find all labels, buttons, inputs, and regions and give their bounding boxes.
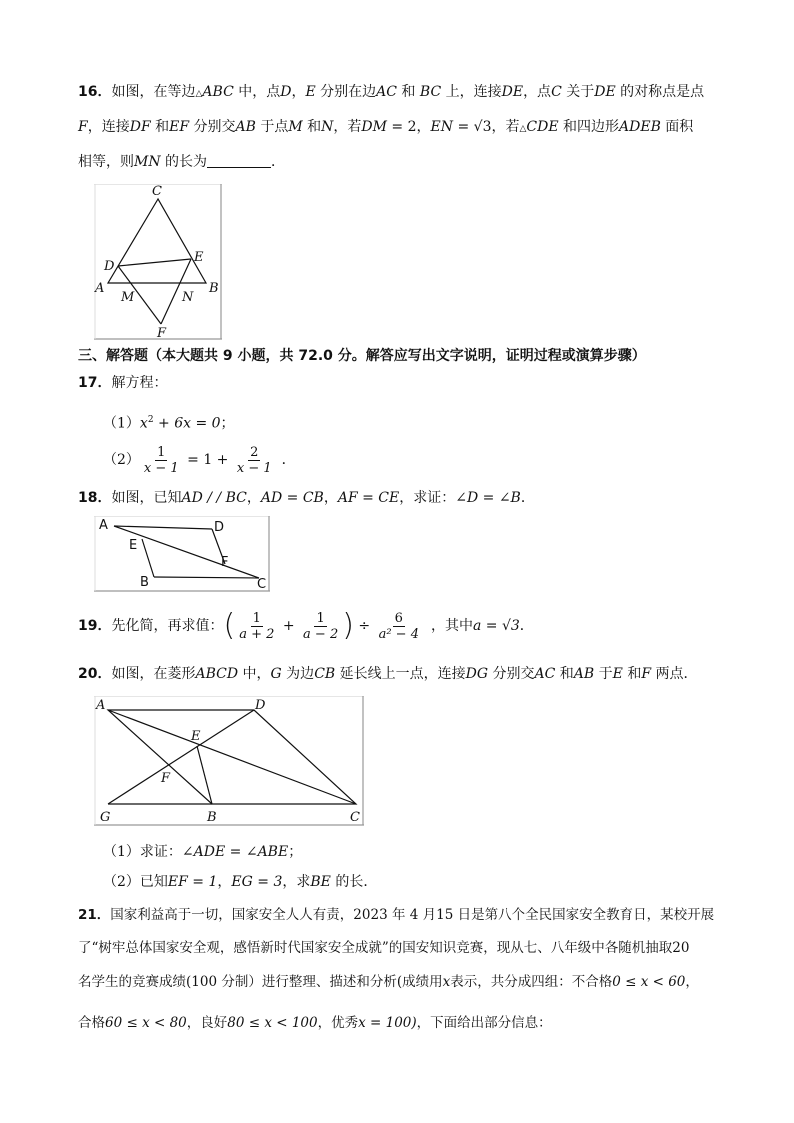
q16-text: 的对称点是点 xyxy=(615,84,705,100)
q16-text: 和 xyxy=(302,119,322,135)
math-range: 60 ≤ x < 80 xyxy=(105,1015,187,1031)
q17-part-2 xyxy=(103,442,296,478)
q20-text: 的长． xyxy=(330,874,378,890)
label-b: B xyxy=(207,810,217,825)
punct: ， xyxy=(246,490,261,506)
q19-text: ，其中 xyxy=(430,618,473,634)
math-condition: a = √3 xyxy=(472,618,520,634)
fraction xyxy=(142,445,181,476)
math-g: G xyxy=(270,666,282,682)
punct: ， xyxy=(685,974,699,990)
numerator: 1 xyxy=(316,610,325,626)
q17-number: 17． xyxy=(78,375,112,391)
paren-right: ) xyxy=(342,608,354,643)
math-angles: ∠D = ∠B xyxy=(455,490,521,506)
math-operator: + xyxy=(278,618,300,634)
q16-text: ， xyxy=(291,84,306,100)
q16-text: ，若 xyxy=(333,119,362,135)
q20-text: 中， xyxy=(238,666,271,682)
punct: ； xyxy=(288,844,303,860)
q21-text: 国家利益高于一切，国家安全人人有责，2023 年 4 月15 日是第八个全民国家安全教育日，某校开展 xyxy=(110,907,715,923)
math-operator: ÷ xyxy=(353,618,375,634)
q18-text: ，求证： xyxy=(399,490,456,506)
numerator: 6 xyxy=(394,610,403,626)
math-f: F xyxy=(641,666,652,682)
q20-text: 分别交 xyxy=(488,666,535,682)
denominator: a − 2 xyxy=(303,626,339,642)
q16-line-3 xyxy=(78,152,285,172)
q16-text: 和四边形 xyxy=(558,119,620,135)
q20-text: 延长线上一点，连接 xyxy=(335,666,466,682)
q16-text: ． xyxy=(271,154,286,170)
part-label: （1） xyxy=(103,415,140,432)
fraction xyxy=(377,611,421,642)
math-equation: AF = CE xyxy=(337,490,400,506)
q21-line-3 xyxy=(78,972,699,992)
q16-text: 上，连接 xyxy=(441,84,502,100)
q21-text: ，良好 xyxy=(186,1015,228,1031)
q20-number: 20． xyxy=(78,666,112,682)
q21-number: 21． xyxy=(78,907,111,923)
math-equation: AD = CB xyxy=(260,490,324,506)
punct: ． xyxy=(281,452,296,468)
q21-text: ，下面给出部分信息： xyxy=(416,1015,552,1031)
math-be: BE xyxy=(310,874,331,890)
numerator: 2 xyxy=(250,444,259,460)
label-a: A xyxy=(95,281,105,296)
math-equation: + 6x = 0 xyxy=(153,415,221,432)
q16-text: ， xyxy=(416,119,431,135)
q20-text: ，求 xyxy=(282,874,311,890)
q19-number: 19． xyxy=(78,618,112,634)
q17-line xyxy=(78,373,167,393)
q16-text: 关于 xyxy=(561,84,595,100)
q21-text: 合格 xyxy=(78,1015,105,1031)
math-eq: = 2 xyxy=(386,119,417,135)
q17-part-1 xyxy=(103,410,235,434)
paren-left: ( xyxy=(223,608,236,643)
label-a: A xyxy=(99,518,108,533)
q16-text: 和 xyxy=(396,84,420,100)
q20-part-2 xyxy=(103,872,377,892)
label-d: D xyxy=(214,520,225,535)
math-parallel: AD / / BC xyxy=(181,490,247,506)
math-e: E xyxy=(305,84,316,100)
denominator: a + 2 xyxy=(239,626,275,642)
math-de: DE xyxy=(594,84,616,100)
q17-text: 解方程： xyxy=(111,375,168,391)
math-f: F xyxy=(78,119,88,135)
math-dg: DG xyxy=(465,666,489,682)
q18-line xyxy=(78,488,535,508)
q20-text: 为边 xyxy=(281,666,315,682)
q16-figure xyxy=(94,184,222,340)
label-a: A xyxy=(96,698,106,713)
label-d: D xyxy=(104,259,115,274)
q16-text: 于点 xyxy=(255,119,289,135)
q16-text: 面积 xyxy=(660,119,694,135)
math-bc: BC xyxy=(419,84,442,100)
label-e: E xyxy=(194,250,204,265)
math-x: x xyxy=(442,974,451,990)
label-f: F xyxy=(221,555,229,570)
math-eq: = √3 xyxy=(453,119,492,135)
math-ab: AB xyxy=(235,119,256,135)
q21-text: 了“树牢总体国家安全观，感悟新时代国家安全成就”的国安知识竞赛，现从七、八年级中各随机抽取20 xyxy=(78,940,690,956)
math-en: EN xyxy=(430,119,454,135)
q16-text: 中，点 xyxy=(233,84,281,100)
segment-bc xyxy=(154,577,259,578)
numerator: 1 xyxy=(157,444,166,460)
math-abcd: ABCD xyxy=(195,666,239,682)
q20-part-1 xyxy=(103,842,302,862)
math-ac: AC xyxy=(534,666,556,682)
q20-text: 和 xyxy=(555,666,574,682)
label-e: E xyxy=(129,538,138,553)
segment-de xyxy=(118,259,191,266)
math-range: x = 100) xyxy=(358,1015,417,1031)
q20-text: 如图，在菱形 xyxy=(111,666,196,682)
q20-text: 于 xyxy=(594,666,613,682)
q21-text: ，优秀 xyxy=(317,1015,359,1031)
math-m: M xyxy=(288,119,303,135)
label-f: F xyxy=(161,771,171,786)
math-x: x xyxy=(139,415,148,432)
q19-text: 先化简，再求值： xyxy=(111,618,224,634)
q16-text: 如图，在等边 xyxy=(111,84,196,100)
denominator: a² − 4 xyxy=(378,626,419,642)
math-c: C xyxy=(551,84,562,100)
q16-line-2 xyxy=(78,117,693,139)
q16-number: 16． xyxy=(78,84,112,100)
math-d: D xyxy=(280,84,292,100)
q21-text: 名学生的竞赛成绩(100 分制）进行整理、描述和分析(成绩用 xyxy=(78,974,443,990)
q18-text: 如图，已知 xyxy=(111,490,182,506)
q16-text: 和 xyxy=(150,119,170,135)
math-ef: EF xyxy=(169,119,190,135)
segment-ad xyxy=(114,526,212,529)
math-n: N xyxy=(321,119,334,135)
math-ac: AC xyxy=(376,84,397,100)
math-operator: = 1 + xyxy=(182,452,233,468)
part-label: （2）已知 xyxy=(103,874,168,890)
q16-line-1 xyxy=(78,82,704,104)
label-d: D xyxy=(255,698,266,713)
math-angles: ∠ADE = ∠ABE xyxy=(181,844,289,860)
denominator: x − 1 xyxy=(236,460,272,476)
q21-line-2 xyxy=(78,938,689,958)
math-dm: DM xyxy=(361,119,387,135)
q16-text: ，连接 xyxy=(87,119,130,135)
math-range: 80 ≤ x < 100 xyxy=(227,1015,318,1031)
q18-number: 18． xyxy=(78,490,112,506)
math-mn: MN xyxy=(134,154,161,170)
q20-figure xyxy=(94,696,364,826)
math-exponent: 2 xyxy=(147,415,154,425)
triangle-symbol: △ xyxy=(519,124,527,134)
label-m: M xyxy=(121,290,135,305)
label-f: F xyxy=(157,326,167,340)
segment-be xyxy=(197,746,212,804)
answer-blank[interactable] xyxy=(207,153,271,168)
math-equation: EG = 3 xyxy=(231,874,283,890)
math-range: 0 ≤ x < 60 xyxy=(612,974,686,990)
q16-text: ，点 xyxy=(523,84,552,100)
q19-line xyxy=(78,608,534,644)
q16-text: 相等，则 xyxy=(78,154,134,170)
q16-text: ，若 xyxy=(491,119,520,135)
label-n: N xyxy=(182,290,194,305)
math-cde: CDE xyxy=(526,119,559,135)
fraction xyxy=(235,445,274,476)
q18-figure xyxy=(94,516,270,592)
denominator: x − 1 xyxy=(143,460,179,476)
math-cb: CB xyxy=(314,666,336,682)
label-b: B xyxy=(209,281,219,296)
punct: ． xyxy=(519,618,534,634)
q16-text: 分别交 xyxy=(189,119,236,135)
q21-line-4 xyxy=(78,1013,552,1033)
math-equation: EF = 1 xyxy=(167,874,218,890)
math-ab: AB xyxy=(573,666,595,682)
q20-text: 两点． xyxy=(651,666,698,682)
segment-be xyxy=(142,539,154,577)
section-3-heading: 三、解答题（本大题共 9 小题，共 72.0 分。解答应写出文字说明，证明过程或演算步骤） xyxy=(78,348,646,364)
math-e: E xyxy=(612,666,623,682)
q20-line xyxy=(78,664,698,684)
math-de: DE xyxy=(501,84,524,100)
q20-text: 和 xyxy=(622,666,642,682)
punct: ， xyxy=(217,874,232,890)
label-e: E xyxy=(191,729,201,744)
math-adeb: ADEB xyxy=(619,119,661,135)
q21-line-1 xyxy=(78,905,714,925)
math-abc: ABC xyxy=(202,84,234,100)
punct: ， xyxy=(323,490,338,506)
label-c: C xyxy=(350,810,360,825)
label-b: B xyxy=(140,575,149,590)
part-label: （2） xyxy=(103,452,140,468)
fraction xyxy=(237,611,276,642)
q21-text: 表示，共分成四组：不合格 xyxy=(450,974,613,990)
fraction xyxy=(301,611,340,642)
label-g: G xyxy=(100,810,111,825)
q16-text: 分别在边 xyxy=(315,84,377,100)
part-label: （1）求证： xyxy=(103,844,182,860)
triangle-abc xyxy=(108,199,206,283)
punct: ； xyxy=(220,415,235,432)
q16-text: 的长为 xyxy=(160,154,208,170)
label-c: C xyxy=(257,577,267,592)
label-c: C xyxy=(152,184,162,199)
numerator: 1 xyxy=(252,610,261,626)
math-df: DF xyxy=(129,119,151,135)
punct: ． xyxy=(520,490,535,506)
triangle-symbol: △ xyxy=(195,89,203,99)
